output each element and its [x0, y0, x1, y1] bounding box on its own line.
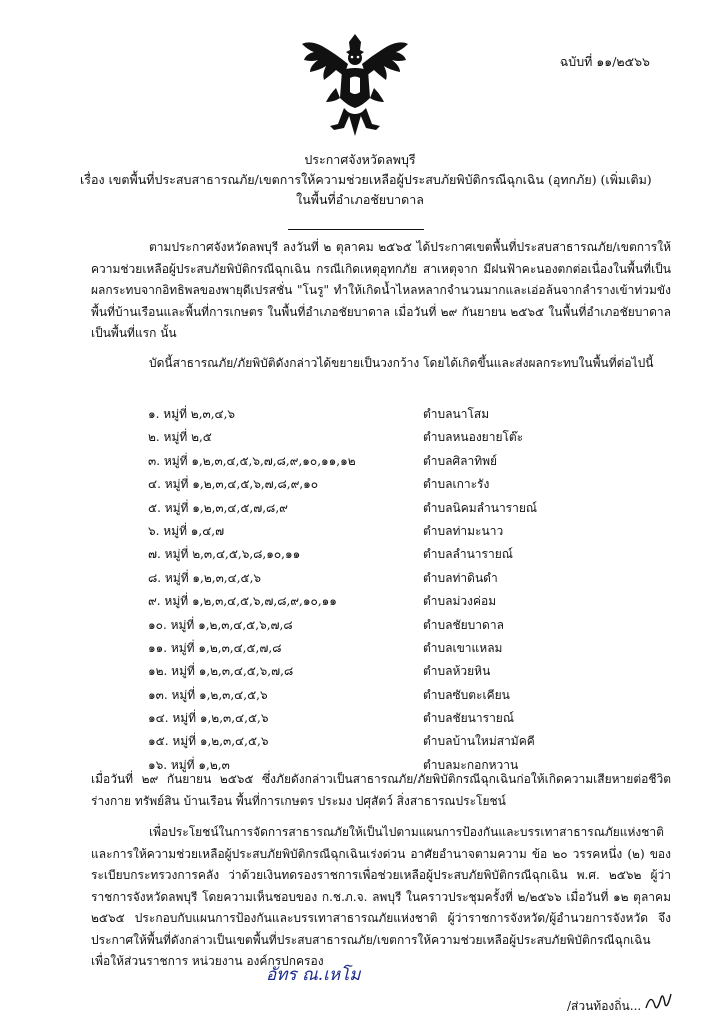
area-tambon: ตำบลมะกอกหวาน: [423, 757, 519, 772]
area-villages: ๗. หมู่ที่ ๒,๓,๔,๕,๖,๘,๑๐,๑๑: [148, 547, 301, 562]
garuda-emblem: [300, 28, 410, 140]
initials-scribble: [643, 988, 673, 1016]
area-row: [148, 684, 648, 707]
area-tambon: ตำบลชัยบาดาล: [423, 617, 504, 632]
area-row: [148, 497, 648, 520]
area-row: [148, 707, 648, 730]
area-tambon: ตำบลม่วงค่อม: [423, 594, 497, 609]
area-villages: ๙. หมู่ที่ ๑,๒,๓,๔,๕,๖,๗,๘,๙,๑๐,๑๑: [148, 594, 337, 609]
area-villages: ๑๓. หมู่ที่ ๑,๒,๓,๔,๕,๖: [148, 687, 268, 702]
paragraph-background: ตามประกาศจังหวัดลพบุรี ลงวันที่ ๒ ตุลาคม ๒๕๖๕ ได้ประกาศเขตพื้นที่ประสบสาธารณภัย/เขตการให้ความช่วยเหลือผู้ประสบภัยพิบัติกรณีฉุกเฉิน กรณีเกิดเหตุอุทกภัย สาเหตุจาก มีฝนฟ้าคะนองตกต่อเนื่องในพื้นที่เป็นผลกระทบจากอิทธิพลของพายุดีเปรสชั่น "โนรู" ทำให้เกิดน้ำไหลหลากจำนวนมากและเอ่อล้นจากลำรางเข้าท่วมขังพื้นที่บ้านเรือนและพื้นที่การเกษตร ในพื้นที่อำเภอชัยบาดาล เมื่อวันที่ ๒๙ กันยายน ๒๕๖๕ ในพื้นที่อำเภอชัยบาดาล เป็นพื้นที่แรก นั้น: [91, 240, 671, 340]
area-villages: ๘. หมู่ที่ ๑,๒,๓,๔,๕,๖: [148, 570, 262, 585]
area-row: [148, 520, 648, 543]
area-villages: ๑๔. หมู่ที่ ๑,๒,๓,๔,๕,๖: [148, 711, 269, 726]
area-villages: ๓. หมู่ที่ ๑,๒,๓,๔,๕,๖,๗,๘,๙,๑๐,๑๑,๑๒: [148, 453, 356, 468]
area-row: [148, 426, 648, 449]
announcement-subject: เรื่อง เขตพื้นที่ประสบสาธารณภัย/เขตการให้ความช่วยเหลือผู้ประสบภัยพิบัติกรณีฉุกเฉิน (อุทกภัย) (เพิ่มเติม): [80, 172, 652, 187]
area-tambon: ตำบลท่ามะนาว: [423, 523, 504, 538]
area-row: [148, 450, 648, 473]
continued-note: /ส่วนท้องถิ่น...: [567, 999, 642, 1013]
area-tambon: ตำบลท่าดินดำ: [423, 570, 498, 585]
area-villages: ๑. หมู่ที่ ๒,๓,๔,๖: [148, 407, 236, 421]
area-tambon: ตำบลเขาแหลม: [423, 640, 503, 655]
area-row: [148, 473, 648, 496]
area-villages: ๒. หมู่ที่ ๒,๕: [148, 430, 212, 445]
announcement-issuer: ประกาศจังหวัดลพบุรี: [304, 152, 416, 167]
area-row: [148, 543, 648, 566]
paragraph-declaration: เพื่อประโยชน์ในการจัดการสาธารณภัยให้เป็นไปตามแผนการป้องกันและบรรเทาสาธารณภัยแห่งชาติ และการให้ความช่วยเหลือผู้ประสบภัยพิบัติกรณีฉุกเฉินเร่งด่วน อาศัยอำนาจตามความ ข้อ ๒๐ วรรคหนึ่ง (๒) ของระเบียบกระทรวงการคลัง ว่าด้วยเงินทดรองราชการเพื่อช่วยเหลือผู้ประสบภัยพิบัติกรณีฉุกเฉิน พ.ศ. ๒๕๖๒ ผู้ว่าราชการจังหวัดลพบุรี โดยความเห็นชอบของ ก.ช.ภ.จ. ลพบุรี ในคราวประชุมครั้งที่ ๒/๒๕๖๖ เมื่อวันที่ ๑๒ ตุลาคม ๒๕๖๕ ประกอบกับแผนการป้องกันและบรรเทาสาธารณภัยแห่งชาติ ผู้ว่าราชการจังหวัด/ผู้อำนวยการจังหวัด จึงประกาศให้พื้นที่ดังกล่าวเป็นเขตพื้นที่ประสบสาธารณภัย/เขตการให้ความช่วยเหลือผู้ประสบภัยพิบัติกรณีฉุกเฉิน เพื่อให้ส่วนราชการ หน่วยงาน องค์กรปกครอง: [91, 825, 671, 968]
area-tambon: ตำบลนิคมลำนารายณ์: [423, 500, 538, 515]
area-row: [148, 614, 648, 637]
area-villages: ๑๖. หมู่ที่ ๑,๒,๓: [148, 757, 230, 772]
area-villages: ๑๕. หมู่ที่ ๑,๒,๓,๔,๕,๖: [148, 734, 269, 749]
area-tambon: ตำบลซับตะเคียน: [423, 687, 510, 702]
paragraph-expansion: บัดนี้สาธารณภัย/ภัยพิบัติดังกล่าวได้ขยายเป็นวงกว้าง โดยได้เกิดขึ้นและส่งผลกระทบในพื้นที่ต่อไปนี้: [149, 356, 654, 370]
title-divider: [288, 229, 424, 230]
area-tambon: ตำบลศิลาทิพย์: [423, 453, 498, 468]
area-villages: ๑๐. หมู่ที่ ๑,๒,๓,๔,๕,๖,๗,๘: [148, 617, 293, 632]
area-villages: ๑๒. หมู่ที่ ๑,๒,๓,๔,๕,๖,๗,๘: [148, 664, 294, 679]
area-villages: ๖. หมู่ที่ ๑,๔,๗: [148, 523, 225, 538]
handwritten-initials: [262, 958, 382, 988]
area-row: [148, 403, 648, 426]
area-tambon: ตำบลลำนารายณ์: [423, 547, 513, 562]
area-tambon: ตำบลหนองยายโต๊ะ: [423, 430, 524, 445]
area-tambon: ตำบลบ้านใหม่สามัคคี: [423, 734, 535, 749]
area-row: [148, 637, 648, 660]
area-row: [148, 660, 648, 683]
area-villages: ๕. หมู่ที่ ๑,๒,๓,๔,๕,๗,๘,๙: [148, 500, 288, 515]
area-row: [148, 590, 648, 613]
area-villages: ๑๑. หมู่ที่ ๑,๒,๓,๔,๕,๗,๘: [148, 640, 282, 655]
area-tambon: ตำบลห้วยหิน: [423, 664, 491, 679]
area-tambon: ตำบลชัยนารายณ์: [423, 711, 514, 726]
document-number: ฉบับที่ ๑๑/๒๕๖๖: [559, 54, 650, 69]
area-villages: ๔. หมู่ที่ ๑,๒,๓,๔,๕,๖,๗,๘,๙,๑๐: [148, 477, 319, 492]
title-block: [80, 150, 652, 210]
area-tambon: ตำบลเกาะรัง: [423, 477, 490, 492]
svg-text:อัทร ณ.เหโม: อัทร ณ.เหโม: [266, 965, 361, 985]
announcement-area: ในพื้นที่อำเภอชัยบาดาล: [296, 192, 424, 207]
area-tambon: ตำบลนาโสม: [423, 407, 490, 421]
area-row: [148, 567, 648, 590]
paragraph-damage: เมื่อวันที่ ๒๙ กันยายน ๒๕๖๕ ซึ่งภัยดังกล่าวเป็นสาธารณภัย/ภัยพิบัติกรณีฉุกเฉินก่อให้เกิดความเสียหายต่อชีวิต ร่างกาย ทรัพย์สิน บ้านเรือน พื้นที่การเกษตร ประมง ปศุสัตว์ สิ่งสาธารณประโยชน์: [91, 772, 671, 808]
area-row: [148, 730, 648, 753]
affected-area-list: [148, 403, 648, 777]
